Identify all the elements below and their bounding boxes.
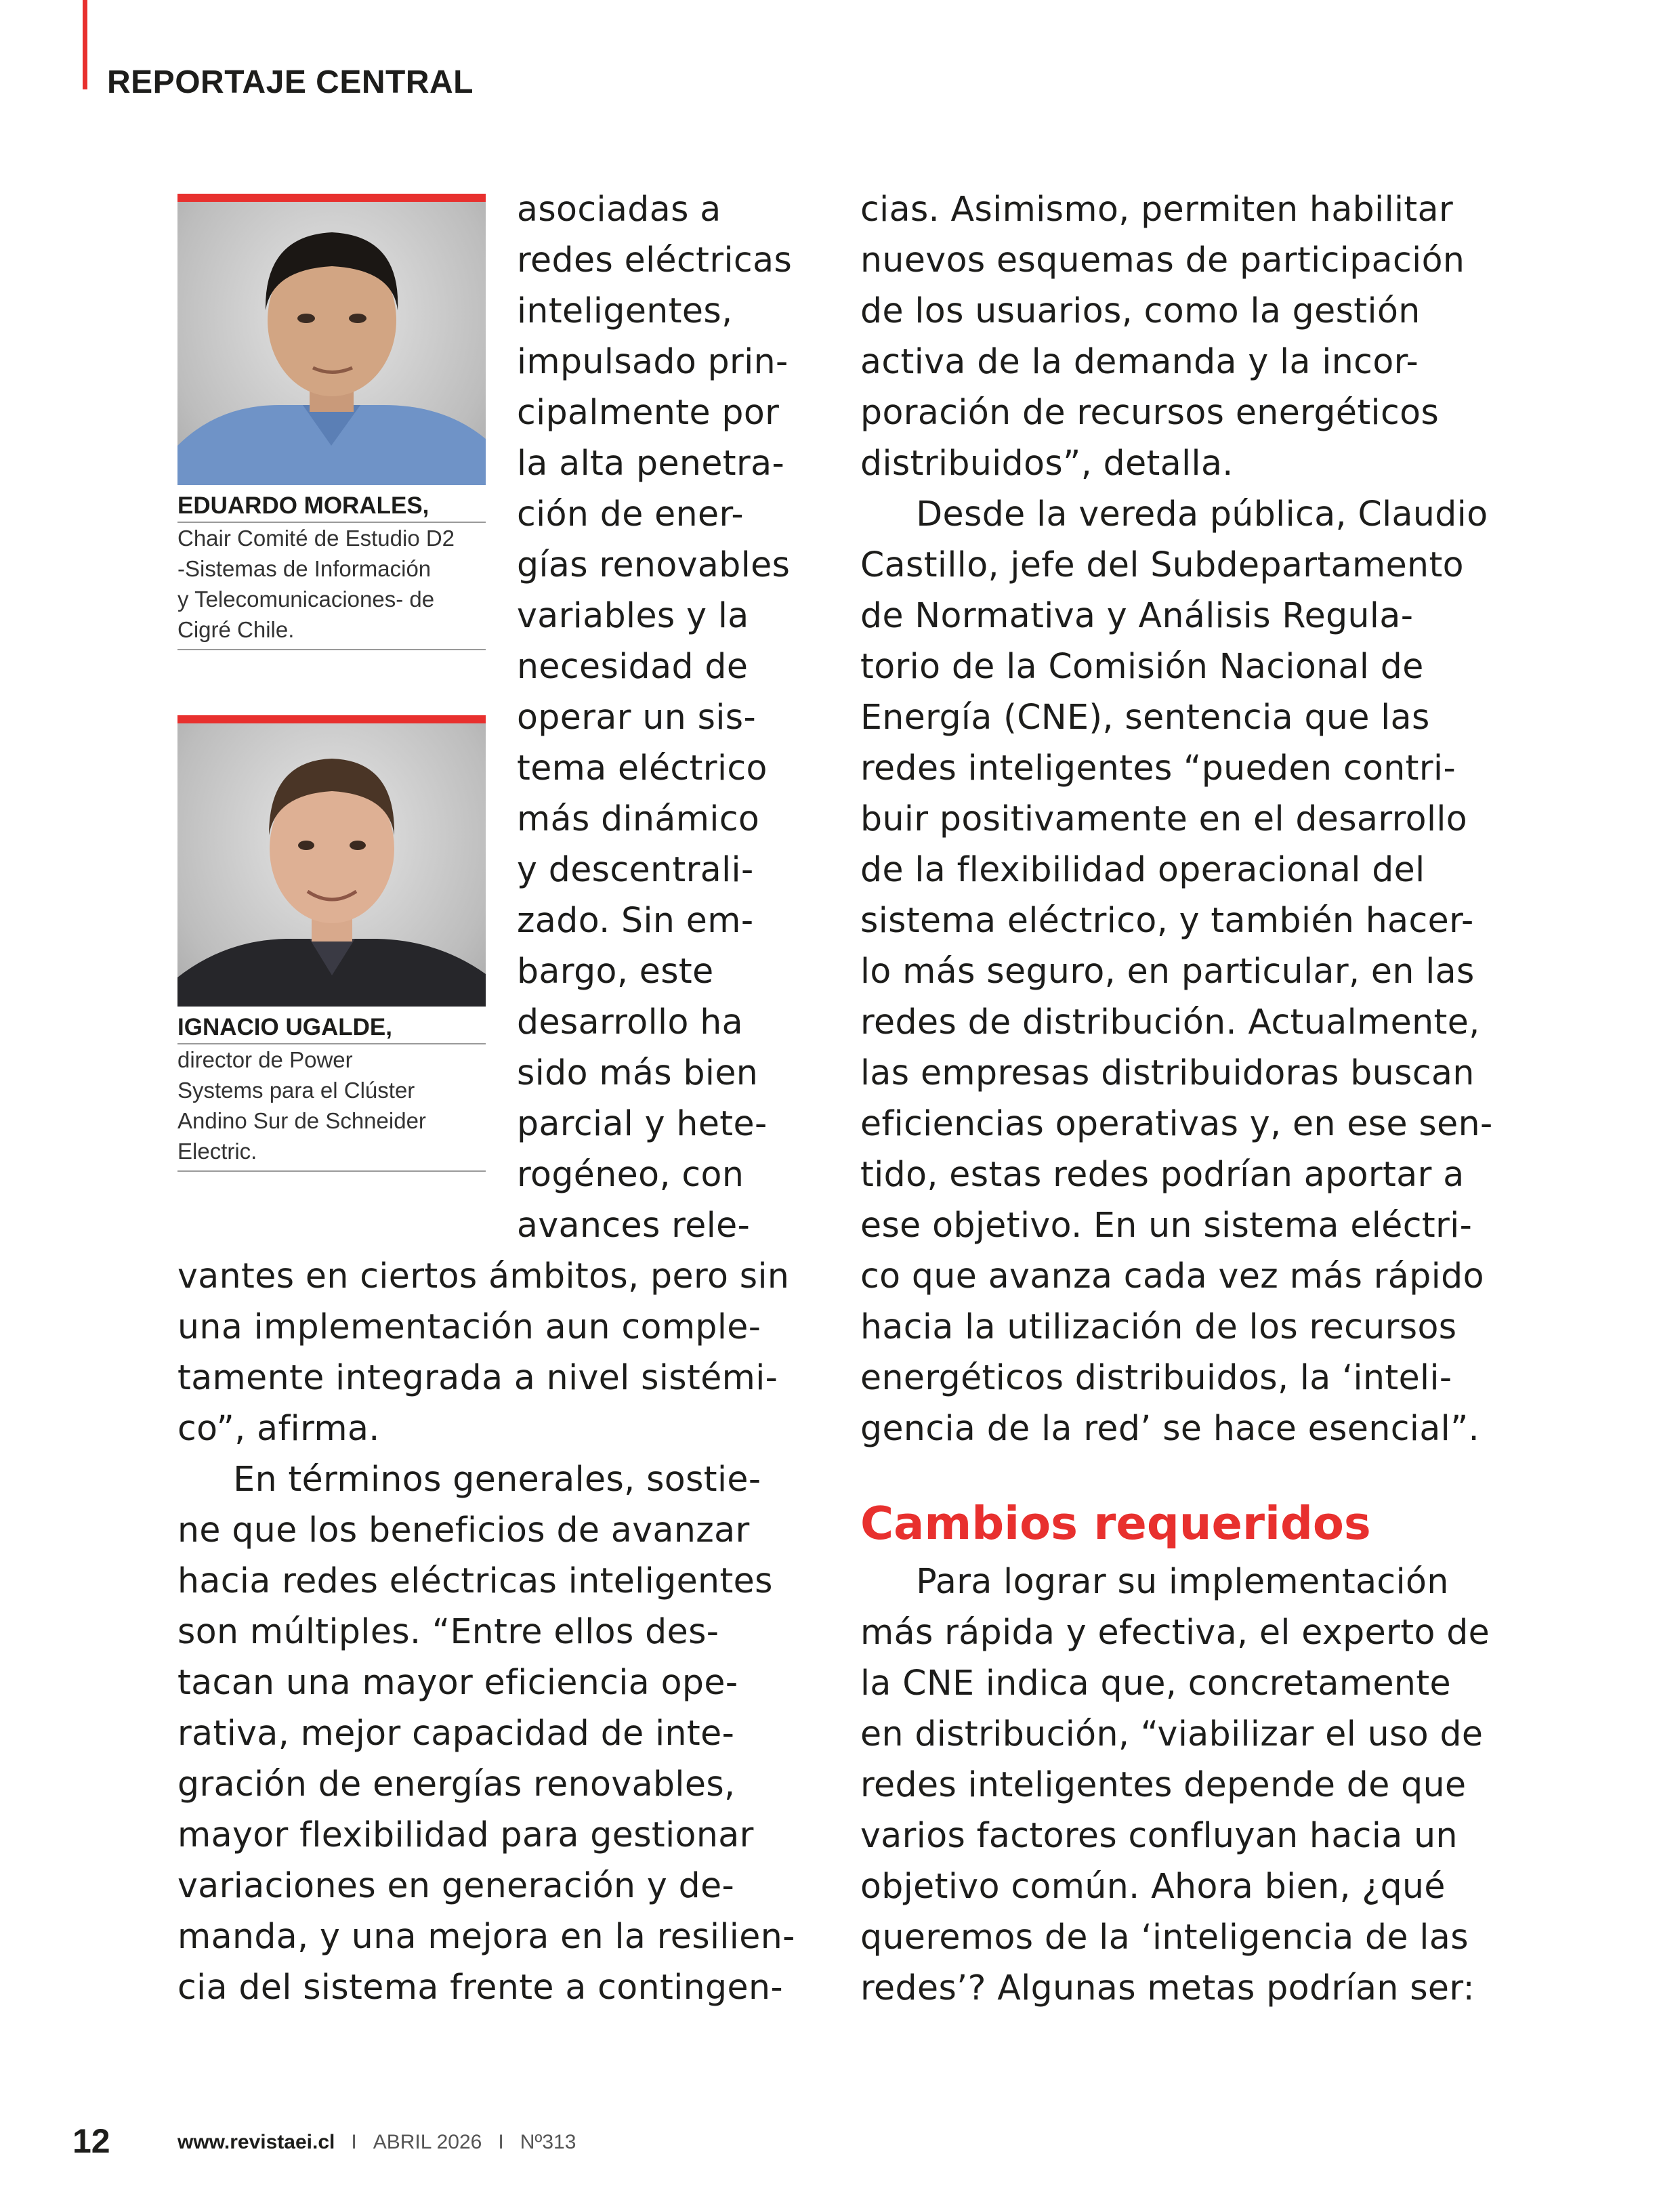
text-line: co que avanza cada vez más rápido xyxy=(860,1256,1484,1296)
profile-role-2: director de Power Systems para el Clúster Andino Sur de Schneider Electric. xyxy=(177,1044,486,1172)
text-line: gencia de la red’ se hace esencial”. xyxy=(860,1408,1480,1448)
body-text-right-top xyxy=(860,184,1493,1454)
text-line: bargo, este xyxy=(517,951,714,991)
photo-accent-bar xyxy=(177,715,486,723)
text-line: redes inteligentes “pueden contri- xyxy=(860,748,1456,788)
text-line: Castillo, jefe del Subdepartamento xyxy=(860,545,1464,585)
text-line: zado. Sin em- xyxy=(517,900,754,940)
text-line: energéticos distribuidos, la ‘inteli- xyxy=(860,1357,1452,1397)
text-line: tacan una mayor eficiencia ope- xyxy=(177,1662,738,1702)
section-label: REPORTAJE CENTRAL xyxy=(107,64,474,100)
page-number: 12 xyxy=(72,2122,110,2160)
text-line: rativa, mejor capacidad de inte- xyxy=(177,1713,735,1753)
text-line: cia del sistema frente a contingen- xyxy=(177,1967,784,2007)
text-line: sido más bien xyxy=(517,1053,759,1093)
text-line: ción de ener- xyxy=(517,494,744,534)
text-line: parcial y hete- xyxy=(517,1103,768,1143)
section-heading: Cambios requeridos xyxy=(860,1497,1371,1550)
text-line: activa de la demanda y la incor- xyxy=(860,341,1419,381)
text-line: mayor flexibilidad para gestionar xyxy=(177,1815,754,1855)
text-line: inteligentes, xyxy=(517,291,733,331)
footer-issue: Nº313 xyxy=(520,2131,576,2153)
text-line: más dinámico xyxy=(517,799,760,839)
text-line: cias. Asimismo, permiten habilitar xyxy=(860,189,1454,229)
portrait-photo-icon xyxy=(177,202,486,485)
profile-name-2: IGNACIO UGALDE, xyxy=(177,1007,486,1044)
text-line: hacia la utilización de los recursos xyxy=(860,1307,1457,1347)
text-line: ne que los beneficios de avanzar xyxy=(177,1510,750,1550)
footer-separator: I xyxy=(351,2131,357,2153)
section-accent-bar xyxy=(83,0,87,89)
text-line: de la flexibilidad operacional del xyxy=(860,849,1425,889)
text-line: redes inteligentes depende de que xyxy=(860,1764,1467,1804)
text-line: ese objetivo. En un sistema eléctri- xyxy=(860,1205,1473,1245)
text-line: tido, estas redes podrían aportar a xyxy=(860,1154,1465,1194)
text-line: Desde la vereda pública, Claudio xyxy=(860,494,1488,534)
text-line: operar un sis- xyxy=(517,697,757,737)
text-line: manda, y una mejora en la resilien- xyxy=(177,1916,795,1956)
text-line: de los usuarios, como la gestión xyxy=(860,291,1421,331)
text-line: tamente integrada a nivel sistémi- xyxy=(177,1357,778,1397)
text-line: objetivo común. Ahora bien, ¿qué xyxy=(860,1866,1446,1906)
profile-card-1 xyxy=(177,194,486,650)
text-line: redes’? Algunas metas podrían ser: xyxy=(860,1968,1475,2008)
text-line: co”, afirma. xyxy=(177,1408,380,1448)
text-line: poración de recursos energéticos xyxy=(860,392,1440,432)
text-line: torio de la Comisión Nacional de xyxy=(860,646,1424,686)
text-line: la CNE indica que, concretamente xyxy=(860,1663,1451,1703)
text-line: variaciones en generación y de- xyxy=(177,1865,735,1905)
footer-website[interactable]: www.revistaei.cl xyxy=(177,2131,335,2153)
text-line: buir positivamente en el desarrollo xyxy=(860,799,1468,839)
text-line: las empresas distribuidoras buscan xyxy=(860,1053,1475,1093)
text-line: vantes en ciertos ámbitos, pero sin xyxy=(177,1256,790,1296)
body-text-right-bottom xyxy=(860,1556,1490,2013)
text-line: Para lograr su implementación xyxy=(860,1561,1449,1601)
text-line: desarrollo ha xyxy=(517,1002,743,1042)
body-text-left-narrow xyxy=(517,184,792,1250)
profile-name-1: EDUARDO MORALES, xyxy=(177,485,486,523)
text-line: eficiencias operativas y, en ese sen- xyxy=(860,1103,1493,1143)
text-line: nuevos esquemas de participación xyxy=(860,240,1465,280)
text-line: y descentrali- xyxy=(517,849,754,889)
body-text-left-wide xyxy=(177,1250,795,2012)
text-line: distribuidos”, detalla. xyxy=(860,443,1234,483)
text-line: hacia redes eléctricas inteligentes xyxy=(177,1561,773,1601)
photo-accent-bar xyxy=(177,194,486,202)
portrait-photo-2 xyxy=(177,723,486,1007)
text-line: rogéneo, con xyxy=(517,1154,744,1194)
footer-separator: I xyxy=(498,2131,504,2153)
text-line: Energía (CNE), sentencia que las xyxy=(860,697,1430,737)
text-line: sistema eléctrico, y también hacer- xyxy=(860,900,1474,940)
text-line: redes eléctricas xyxy=(517,240,793,280)
text-line: En términos generales, sostie- xyxy=(177,1459,761,1499)
text-line: varios factores confluyan hacia un xyxy=(860,1815,1458,1855)
text-line: cipalmente por xyxy=(517,392,780,432)
text-line: de Normativa y Análisis Regula- xyxy=(860,595,1414,635)
text-line: avances rele- xyxy=(517,1205,751,1245)
text-line: la alta penetra- xyxy=(517,443,785,483)
profile-role-1: Chair Comité de Estudio D2 -Sistemas de Información y Telecomunicaciones- de Cigré Chile. xyxy=(177,523,486,650)
text-line: una implementación aun comple- xyxy=(177,1307,761,1347)
portrait-photo-icon xyxy=(177,723,486,1007)
text-line: en distribución, “viabilizar el uso de xyxy=(860,1714,1484,1754)
text-line: son múltiples. “Entre ellos des- xyxy=(177,1611,719,1651)
text-line: gración de energías renovables, xyxy=(177,1764,736,1804)
profile-card-2 xyxy=(177,715,486,1172)
text-line: redes de distribución. Actualmente, xyxy=(860,1002,1480,1042)
text-line: gías renovables xyxy=(517,545,791,585)
text-line: queremos de la ‘inteligencia de las xyxy=(860,1917,1469,1957)
portrait-photo-1 xyxy=(177,202,486,485)
text-line: más rápida y efectiva, el experto de xyxy=(860,1612,1490,1652)
text-line: necesidad de xyxy=(517,646,749,686)
text-line: impulsado prin- xyxy=(517,341,789,381)
text-line: asociadas a xyxy=(517,189,721,229)
text-line: variables y la xyxy=(517,595,749,635)
text-line: tema eléctrico xyxy=(517,748,768,788)
text-line: lo más seguro, en particular, en las xyxy=(860,951,1475,991)
footer-date: ABRIL 2026 xyxy=(373,2131,482,2153)
footer-info xyxy=(177,2131,576,2154)
